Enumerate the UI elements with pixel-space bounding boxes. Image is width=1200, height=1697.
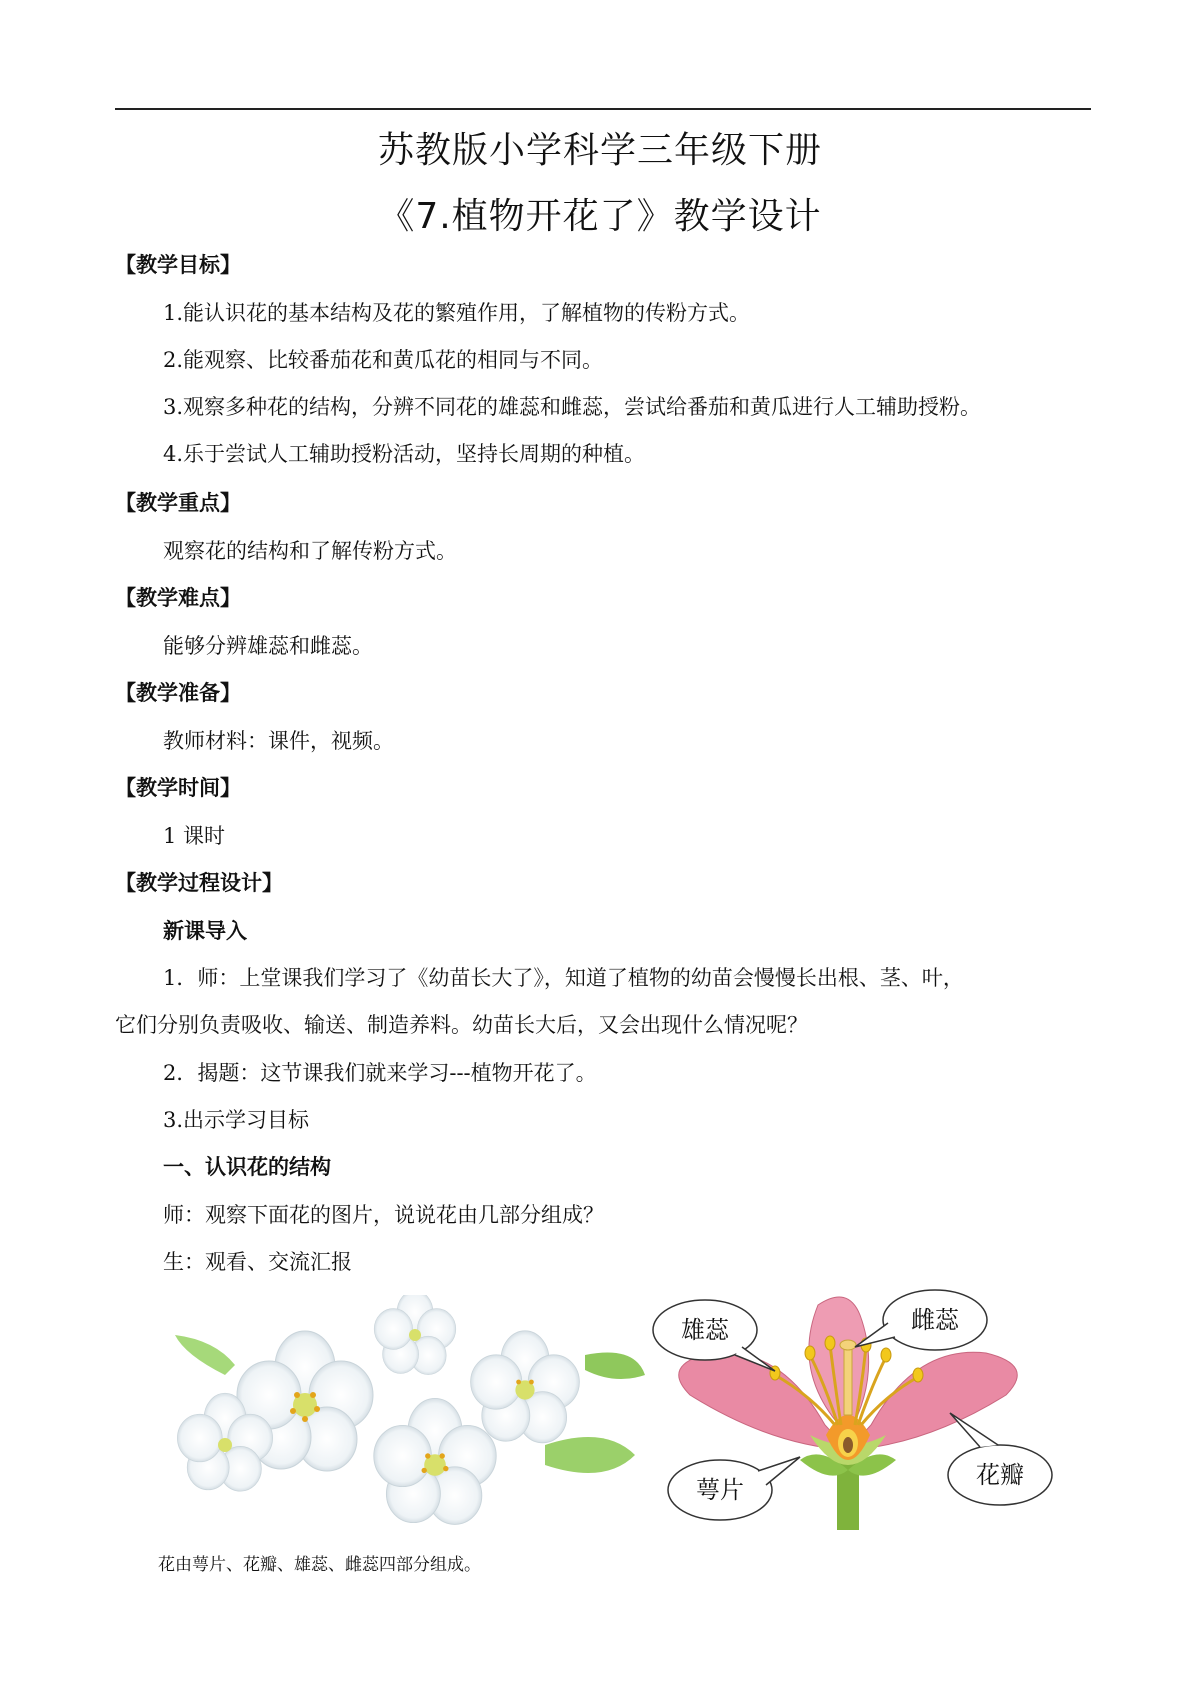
label-sepal: 萼片	[696, 1476, 744, 1504]
prep-heading: 【教学准备】	[115, 681, 241, 705]
label-petal: 花瓣	[976, 1461, 1024, 1489]
label-pistil: 雌蕊	[911, 1306, 959, 1334]
difficulty-heading: 【教学难点】	[115, 586, 241, 610]
difficulty-text: 能够分辨雄蕊和雌蕊。	[163, 634, 373, 658]
flower-structure-diagram	[650, 1285, 1060, 1530]
goal-item-3: 3.观察多种花的结构，分辨不同花的雄蕊和雌蕊，尝试给番茄和黄瓜进行人工辅助授粉。	[163, 395, 982, 419]
intro-line-2: 2．揭题：这节课我们就来学习---植物开花了。	[163, 1061, 597, 1085]
process-heading: 【教学过程设计】	[115, 871, 283, 895]
time-text: 1 课时	[163, 824, 226, 848]
doc-title-line2: 《7.植物开花了》教学设计	[378, 196, 822, 237]
key-heading: 【教学重点】	[115, 491, 241, 515]
intro-line-3: 3.出示学习目标	[163, 1108, 310, 1132]
part1-title: 一、认识花的结构	[163, 1155, 331, 1179]
goal-item-2: 2.能观察、比较番茄花和黄瓜花的相同与不同。	[163, 348, 604, 372]
part1-teacher: 师：观察下面花的图片，说说花由几部分组成？	[163, 1203, 604, 1227]
petal-right-shape	[848, 1352, 1017, 1450]
key-text: 观察花的结构和了解传粉方式。	[163, 539, 457, 563]
intro-title: 新课导入	[163, 919, 247, 943]
goal-item-1: 1.能认识花的基本结构及花的繁殖作用，了解植物的传粉方式。	[163, 301, 751, 325]
label-stamen: 雄蕊	[681, 1316, 729, 1344]
header-rule	[115, 108, 1091, 110]
time-heading: 【教学时间】	[115, 776, 241, 800]
goals-heading: 【教学目标】	[115, 253, 241, 277]
figure-caption: 花由萼片、花瓣、雄蕊、雌蕊四部分组成。	[158, 1555, 481, 1575]
intro-line-1a: 1．师：上堂课我们学习了《幼苗长大了》，知道了植物的幼苗会慢慢长出根、茎、叶，	[163, 966, 964, 990]
white-blossoms-photo	[165, 1295, 655, 1530]
goal-item-4: 4.乐于尝试人工辅助授粉活动，坚持长周期的种植。	[163, 442, 646, 466]
part1-student: 生：观看、交流汇报	[163, 1250, 352, 1274]
prep-text: 教师材料：课件，视频。	[163, 729, 394, 753]
intro-line-1b: 它们分别负责吸收、输送、制造养料。幼苗长大后，又会出现什么情况呢？	[115, 1013, 808, 1037]
doc-title-line1: 苏教版小学科学三年级下册	[377, 130, 822, 171]
pistil-style-shape	[844, 1345, 852, 1415]
